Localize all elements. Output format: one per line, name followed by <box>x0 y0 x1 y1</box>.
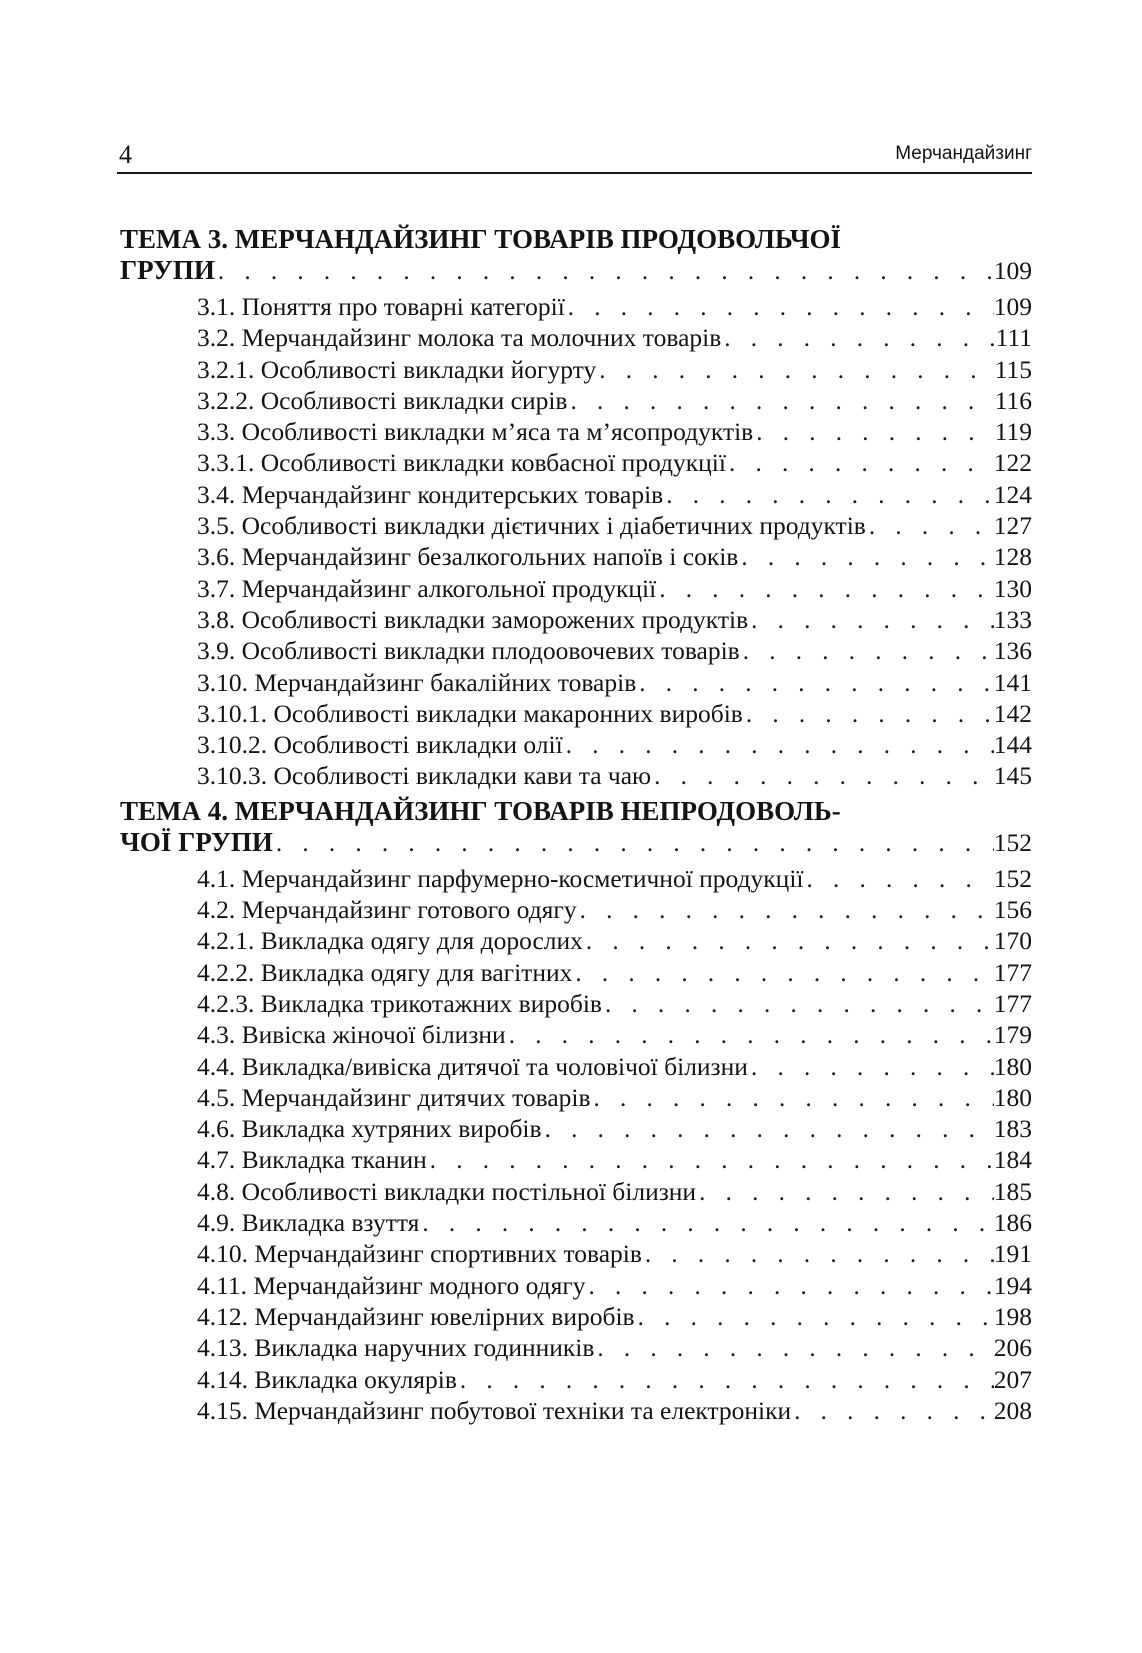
dot-leader <box>427 1145 994 1176</box>
toc-entry-title: 3.3.1. Особливості викладки ковбасної продукції <box>197 448 726 478</box>
toc-page-number: 116 <box>994 385 1032 415</box>
dot-leader <box>419 1208 993 1239</box>
running-header <box>117 138 1032 174</box>
toc-entry-title: 3.2.2. Особливості викладки сирів <box>197 385 568 415</box>
toc-entry-title: 3.8. Особливості викладки заморожених продуктів <box>197 604 749 634</box>
toc-page-number: 198 <box>993 1301 1032 1331</box>
toc-page-number: 109 <box>993 292 1032 321</box>
toc-entry[interactable] <box>120 863 1032 894</box>
toc-entry-title: 4.12. Мерчандайзинг ювелірних виробів <box>197 1301 635 1331</box>
toc-page-number: 152 <box>993 827 1032 857</box>
toc-page-number: 184 <box>993 1145 1032 1175</box>
dot-leader <box>457 1365 994 1396</box>
toc-entry[interactable] <box>120 1332 1032 1363</box>
dot-leader <box>721 323 995 354</box>
toc-page-number: 206 <box>993 1333 1032 1363</box>
toc-entry[interactable] <box>120 1176 1032 1207</box>
toc-page-number: 180 <box>993 1082 1032 1112</box>
toc-entry[interactable] <box>120 1270 1032 1301</box>
dot-leader <box>748 605 994 636</box>
toc-page-number: 127 <box>993 511 1032 541</box>
dot-leader <box>743 699 994 730</box>
dot-leader <box>656 574 994 605</box>
toc-entry[interactable] <box>120 291 1032 322</box>
toc-entry[interactable] <box>120 1082 1032 1113</box>
toc-page-number: 152 <box>993 863 1032 893</box>
toc-entry-title: 4.2.1. Викладка одягу для дорослих <box>197 926 583 956</box>
toc-entry[interactable] <box>120 447 1032 478</box>
toc-entry[interactable] <box>120 1051 1032 1082</box>
toc-page-number: 194 <box>993 1270 1032 1300</box>
toc-entry[interactable] <box>120 510 1032 541</box>
toc-page-number: 177 <box>993 988 1032 1018</box>
toc-entry[interactable] <box>120 604 1032 635</box>
toc-entry[interactable] <box>120 925 1032 956</box>
toc-entry[interactable] <box>120 1364 1032 1395</box>
dot-leader <box>804 864 994 895</box>
toc-page-number: 186 <box>993 1208 1032 1238</box>
toc-entry[interactable] <box>120 1019 1032 1050</box>
toc-page-number: 156 <box>993 895 1032 925</box>
toc-entry[interactable] <box>120 354 1032 385</box>
toc-entry-title: 4.4. Викладка/вивіска дитячої та чоловічої білизни <box>197 1051 748 1081</box>
book-title: Мерчандайзинг <box>895 143 1032 164</box>
dot-leader <box>663 480 994 511</box>
toc-entry-title: 4.1. Мерчандайзинг парфумерно-косметичної продукції <box>197 863 804 893</box>
toc-topic-3[interactable] <box>120 224 1032 286</box>
toc-entry-title: 3.4. Мерчандайзинг кондитерських товарів <box>197 479 664 509</box>
dot-leader <box>583 926 994 957</box>
toc-entry[interactable] <box>120 729 1032 760</box>
toc-entry-title: 4.5. Мерчандайзинг дитячих товарів <box>197 1082 591 1112</box>
toc-entry[interactable] <box>120 1144 1032 1175</box>
toc-page-number: 144 <box>993 730 1032 760</box>
dot-leader <box>651 761 994 792</box>
toc-topic-title: ТЕМА 4. МЕРЧАНДАЙЗИНГ ТОВАРІВ НЕПРОДОВОЛЬ- <box>120 795 841 826</box>
toc-entry-title: 4.11. Мерчандайзинг модного одягу <box>197 1270 586 1300</box>
toc-page-number: 111 <box>995 323 1032 353</box>
toc-page-number: 191 <box>993 1239 1032 1269</box>
toc-entry-title: 4.9. Викладка взуття <box>197 1208 420 1238</box>
toc-entry-title: 3.7. Мерчандайзинг алкогольної продукції <box>197 573 657 603</box>
toc-entry[interactable] <box>120 957 1032 988</box>
toc-page-number: 207 <box>993 1364 1032 1394</box>
toc-entry-title: 4.13. Викладка наручних годинників <box>197 1333 595 1363</box>
toc-entry[interactable] <box>120 385 1032 416</box>
toc-page-number: 180 <box>993 1051 1032 1081</box>
table-of-contents <box>120 224 1032 1426</box>
dot-leader <box>636 668 994 699</box>
page-number: 4 <box>119 140 132 169</box>
toc-entry[interactable] <box>120 894 1032 925</box>
toc-entry-title: 3.6. Мерчандайзинг безалкогольних напоїв і соків <box>197 542 739 572</box>
dot-leader <box>591 1083 994 1114</box>
toc-entry[interactable] <box>120 667 1032 698</box>
toc-topic-title-continued: ГРУПИ <box>120 255 215 285</box>
dot-leader <box>273 828 994 859</box>
toc-entries-topic-3 <box>120 291 1032 792</box>
toc-entry-title: 4.7. Викладка тканин <box>197 1145 427 1175</box>
toc-entry[interactable] <box>120 635 1032 666</box>
toc-topic-title: ТЕМА 3. МЕРЧАНДАЙЗИНГ ТОВАРІВ ПРОДОВОЛЬЧОЇ <box>120 224 842 254</box>
dot-leader <box>738 542 993 573</box>
toc-page-number: 183 <box>993 1114 1032 1144</box>
toc-entry-title: 4.10. Мерчандайзинг спортивних товарів <box>197 1239 642 1269</box>
toc-page-number: 145 <box>993 761 1032 791</box>
toc-entry-title: 3.10.3. Особливості викладки кави та чаю <box>197 761 652 791</box>
toc-entry-title: 4.14. Викладка окулярів <box>197 1364 457 1394</box>
dot-leader <box>866 511 994 542</box>
toc-page-number: 179 <box>993 1020 1032 1050</box>
dot-leader <box>635 1302 994 1333</box>
dot-leader <box>748 1052 994 1083</box>
dot-leader <box>586 1271 994 1302</box>
toc-entry-title: 4.8. Особливості викладки постільної білизни <box>197 1176 697 1206</box>
toc-page-number: 185 <box>993 1176 1032 1206</box>
toc-page-number: 142 <box>993 698 1032 728</box>
dot-leader <box>572 958 993 989</box>
toc-entry-title: 3.2.1. Особливості викладки йогурту <box>197 354 597 384</box>
toc-entry[interactable] <box>120 573 1032 604</box>
toc-entry[interactable] <box>120 1238 1032 1269</box>
toc-page-number: 130 <box>993 573 1032 603</box>
toc-page-number: 170 <box>993 926 1032 956</box>
toc-page-number: 141 <box>993 667 1032 697</box>
toc-page-number: 128 <box>993 542 1032 572</box>
toc-entry[interactable] <box>120 760 1032 791</box>
toc-page-number: 136 <box>993 636 1032 666</box>
dot-leader <box>642 1239 994 1270</box>
toc-page-number: 133 <box>993 604 1032 634</box>
toc-page-number: 208 <box>993 1395 1032 1425</box>
dot-leader <box>753 417 994 448</box>
dot-leader <box>565 292 994 323</box>
dot-leader <box>577 895 994 926</box>
toc-entry-title: 3.9. Особливості викладки плодоовочевих товарів <box>197 636 740 666</box>
dot-leader <box>596 355 994 386</box>
toc-page-number: 177 <box>993 957 1032 987</box>
dot-leader <box>506 1020 994 1051</box>
toc-entry[interactable] <box>120 479 1032 510</box>
toc-entry-title: 4.3. Вивіска жіночої білизни <box>197 1020 506 1050</box>
toc-entry[interactable] <box>120 1395 1032 1426</box>
dot-leader <box>740 636 994 667</box>
toc-entry-title: 3.10.2. Особливості викладки олії <box>197 730 563 760</box>
dot-leader <box>602 989 994 1020</box>
toc-entry[interactable] <box>120 322 1032 353</box>
toc-entry-title: 4.6. Викладка хутряних виробів <box>197 1114 542 1144</box>
dot-leader <box>215 256 994 287</box>
toc-entry-title: 3.10.1. Особливості викладки макаронних виробів <box>197 698 743 728</box>
toc-page-number: 109 <box>993 256 1032 285</box>
dot-leader <box>791 1396 994 1427</box>
toc-entry[interactable] <box>120 1113 1032 1144</box>
toc-entry-title: 3.1. Поняття про товарні категорії <box>197 292 565 321</box>
toc-entry[interactable] <box>120 541 1032 572</box>
toc-entry-title: 4.15. Мерчандайзинг побутової техніки та електроніки <box>197 1395 792 1425</box>
toc-entry-title: 3.10. Мерчандайзинг бакалійних товарів <box>197 667 637 697</box>
toc-entry[interactable] <box>120 988 1032 1019</box>
toc-topic-title-continued: ЧОЇ ГРУПИ <box>120 826 273 857</box>
dot-leader <box>567 386 994 417</box>
toc-entry-title: 3.5. Особливості викладки дієтичних і діабетичних продуктів <box>197 511 866 541</box>
toc-entry[interactable] <box>120 1207 1032 1238</box>
toc-entry[interactable] <box>120 698 1032 729</box>
dot-leader <box>726 448 994 479</box>
toc-topic-4[interactable] <box>120 796 1032 858</box>
dot-leader <box>594 1333 993 1364</box>
toc-page-number: 124 <box>993 479 1032 509</box>
toc-page-number: 122 <box>993 448 1032 478</box>
toc-page-number: 119 <box>994 417 1032 447</box>
toc-entry-title: 3.3. Особливості викладки м’яса та м’ясопродуктів <box>197 417 754 447</box>
dot-leader <box>696 1177 994 1208</box>
dot-leader <box>542 1114 994 1145</box>
toc-page-number: 115 <box>994 354 1032 384</box>
toc-entry[interactable] <box>120 1301 1032 1332</box>
toc-entry-title: 4.2.2. Викладка одягу для вагітних <box>197 957 573 987</box>
dot-leader <box>563 730 994 761</box>
toc-entries-topic-4 <box>120 863 1032 1426</box>
toc-entry-title: 4.2.3. Викладка трикотажних виробів <box>197 988 602 1018</box>
toc-entry[interactable] <box>120 416 1032 447</box>
toc-entry-title: 3.2. Мерчандайзинг молока та молочних товарів <box>197 323 722 353</box>
toc-entry-title: 4.2. Мерчандайзинг готового одягу <box>197 895 577 925</box>
